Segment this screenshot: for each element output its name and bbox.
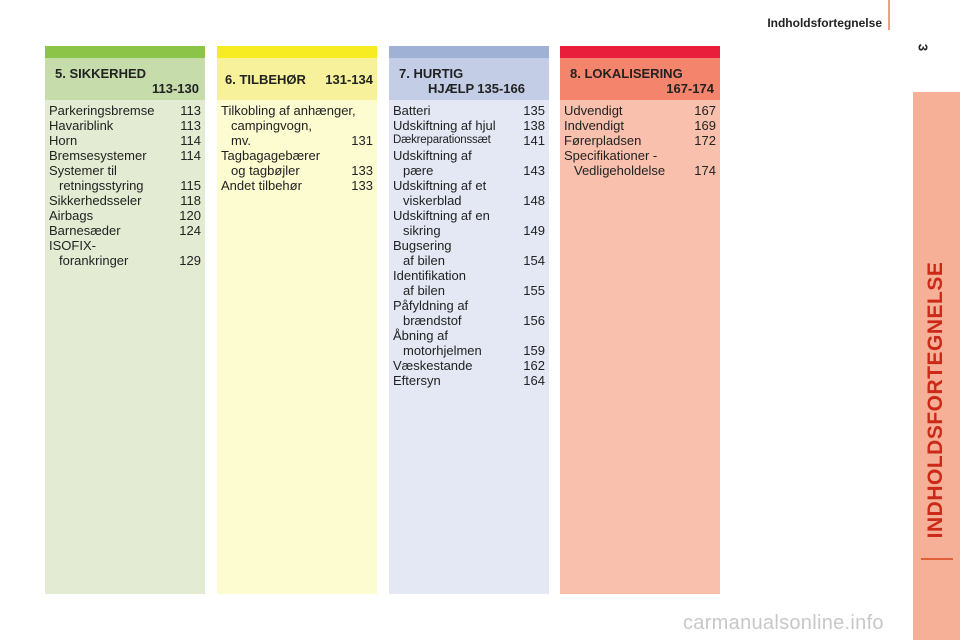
entry-text: Bremsesystemer: [49, 148, 147, 163]
entry-page: 113: [180, 118, 201, 133]
entry-page: 124: [179, 223, 201, 238]
entry-page: 141: [523, 133, 545, 148]
entry-text-continuation: motorhjelmen: [403, 343, 482, 358]
entry-page: 114: [180, 148, 201, 163]
toc-entry[interactable]: [393, 133, 549, 148]
toc-entry-continuation[interactable]: [393, 313, 549, 328]
entry-text-continuation: Vedligeholdelse: [574, 163, 666, 178]
section-header[interactable]: [389, 58, 549, 100]
entry-text: Horn: [49, 133, 78, 148]
toc-entry[interactable]: [393, 298, 549, 313]
entry-text: Batteri: [393, 103, 431, 118]
section-color-bar: [560, 46, 720, 58]
toc-entry-continuation[interactable]: [393, 253, 549, 268]
section-page-range: 113-130: [152, 81, 199, 96]
entry-page: 118: [180, 193, 201, 208]
entry-text: Udskiftning af et: [393, 178, 487, 193]
toc-entry-continuation[interactable]: [221, 163, 377, 178]
section-column-accessories: [217, 46, 377, 594]
section-header[interactable]: [45, 58, 205, 100]
entry-page: 156: [523, 313, 545, 328]
entry-page: 159: [523, 343, 545, 358]
section-title-line2: HJÆLP: [428, 81, 475, 96]
toc-entry[interactable]: [221, 178, 377, 193]
toc-entry[interactable]: [564, 103, 720, 118]
section-title: 6. TILBEHØR: [225, 72, 306, 87]
toc-entry[interactable]: [49, 163, 205, 178]
entry-text-continuation: af bilen: [403, 283, 445, 298]
toc-entry-continuation[interactable]: [393, 343, 549, 358]
toc-entry[interactable]: [49, 133, 205, 148]
toc-entry[interactable]: [49, 223, 205, 238]
entry-text: Tilkobling af anhænger,: [221, 103, 356, 118]
section-header[interactable]: [217, 58, 377, 100]
toc-entry-continuation[interactable]: [221, 133, 377, 148]
toc-entry[interactable]: [221, 103, 377, 118]
section-column-location: [560, 46, 720, 594]
section-entries: [217, 100, 377, 193]
section-entries: [389, 100, 549, 388]
entry-text: Åbning af: [393, 328, 448, 343]
entry-text: Identifikation: [393, 268, 466, 283]
entry-text: Indvendigt: [564, 118, 624, 133]
section-column-quick-help: [389, 46, 549, 594]
entry-text-continuation: campingvogn,: [231, 118, 312, 133]
toc-entry[interactable]: [393, 373, 549, 388]
toc-entry[interactable]: [393, 148, 549, 163]
entry-page: 174: [694, 163, 716, 178]
entry-page: 149: [523, 223, 545, 238]
section-header[interactable]: [560, 58, 720, 100]
page-header-title: Indholdsfortegnelse: [767, 16, 882, 30]
toc-entry[interactable]: [393, 268, 549, 283]
toc-entry-continuation[interactable]: [564, 163, 720, 178]
toc-entry[interactable]: [393, 208, 549, 223]
side-tab-divider: [921, 558, 953, 560]
entry-text: Førerpladsen: [564, 133, 642, 148]
entry-page: 133: [351, 163, 373, 178]
toc-entry-continuation[interactable]: [393, 193, 549, 208]
entry-page: 138: [523, 118, 545, 133]
entry-text: Udskiftning af: [393, 148, 472, 163]
entry-page: 115: [180, 178, 201, 193]
toc-entry[interactable]: [564, 148, 720, 163]
entry-page: 167: [694, 103, 716, 118]
toc-entry[interactable]: [49, 238, 205, 253]
entry-text: Parkeringsbremse: [49, 103, 155, 118]
entry-text: Sikkerhedsseler: [49, 193, 142, 208]
header-divider: [888, 0, 890, 30]
toc-entry[interactable]: [49, 208, 205, 223]
entry-page: 129: [179, 253, 201, 268]
entry-text: Udskiftning af en: [393, 208, 490, 223]
toc-entry-continuation[interactable]: [393, 163, 549, 178]
entry-page: 120: [179, 208, 201, 223]
entry-page: 172: [694, 133, 716, 148]
section-color-bar: [45, 46, 205, 58]
entry-text: Airbags: [49, 208, 94, 223]
toc-entry-continuation[interactable]: [393, 283, 549, 298]
entry-text-continuation: retningsstyring: [59, 178, 144, 193]
entry-text: Påfyldning af: [393, 298, 469, 313]
toc-entry-continuation[interactable]: [393, 223, 549, 238]
section-page-range: 131-134: [325, 72, 373, 87]
entry-text: Eftersyn: [393, 373, 441, 388]
entry-page: 131: [351, 133, 373, 148]
toc-entry[interactable]: [393, 118, 549, 133]
entry-text: Andet tilbehør: [221, 178, 302, 193]
section-title: 5. SIKKERHED: [55, 66, 147, 81]
entry-page: 133: [351, 178, 373, 193]
entry-page: 114: [180, 133, 201, 148]
entry-text-continuation: pære: [403, 163, 434, 178]
toc-entry[interactable]: [49, 148, 205, 163]
page-number: 3: [915, 43, 931, 52]
toc-entry-continuation[interactable]: [49, 178, 205, 193]
toc-entry[interactable]: [393, 328, 549, 343]
entry-page: 143: [523, 163, 545, 178]
side-tab-label: INDHOLDSFORTEGNELSE: [924, 261, 947, 539]
section-entries: [560, 100, 720, 178]
entry-text-continuation: og tagbøjler: [231, 163, 300, 178]
toc-entry-continuation[interactable]: [49, 253, 205, 268]
entry-text: Tagbagagebærer: [221, 148, 321, 163]
toc-entry[interactable]: [393, 238, 549, 253]
toc-entry[interactable]: [564, 133, 720, 148]
entry-page: 135: [523, 103, 545, 118]
toc-entry[interactable]: [49, 103, 205, 118]
entry-text: ISOFIX-: [49, 238, 96, 253]
toc-entry-continuation[interactable]: [221, 118, 377, 133]
section-title: 8. LOKALISERING: [570, 66, 683, 81]
toc-entry[interactable]: [221, 148, 377, 163]
entry-page: 169: [694, 118, 716, 133]
entry-text: Havariblink: [49, 118, 114, 133]
entry-text-continuation: brændstof: [403, 313, 462, 328]
entry-page: 113: [180, 103, 201, 118]
section-page-range: 167-174: [666, 81, 714, 96]
toc-entry[interactable]: [564, 118, 720, 133]
entry-text: Udvendigt: [564, 103, 623, 118]
toc-entry[interactable]: [393, 178, 549, 193]
section-entries: [45, 100, 205, 268]
entry-text-continuation: af bilen: [403, 253, 445, 268]
entry-page: 164: [523, 373, 545, 388]
entry-page: 155: [523, 283, 545, 298]
entry-page: 162: [523, 358, 545, 373]
section-color-bar: [217, 46, 377, 58]
entry-text: Systemer til: [49, 163, 117, 178]
toc-entry[interactable]: [49, 193, 205, 208]
entry-text: Væskestande: [393, 358, 473, 373]
watermark: carmanualsonline.info: [683, 612, 884, 634]
section-column-safety: [45, 46, 205, 594]
entry-text-continuation: mv.: [231, 133, 251, 148]
entry-text: Udskiftning af hjul: [393, 118, 496, 133]
section-color-bar: [389, 46, 549, 58]
section-page-range: 135-166: [477, 81, 525, 96]
entry-text-continuation: sikring: [403, 223, 441, 238]
entry-text-continuation: forankringer: [59, 253, 129, 268]
section-title: 7. HURTIG: [399, 66, 464, 81]
entry-text-continuation: viskerblad: [403, 193, 462, 208]
entry-page: 154: [523, 253, 545, 268]
entry-text: Specifikationer -: [564, 148, 658, 163]
entry-text: Dækreparationssæt: [393, 134, 491, 146]
entry-text: Barnesæder: [49, 223, 121, 238]
toc-entry[interactable]: [393, 358, 549, 373]
toc-entry[interactable]: [393, 103, 549, 118]
toc-entry[interactable]: [49, 118, 205, 133]
entry-page: 148: [523, 193, 545, 208]
entry-text: Bugsering: [393, 238, 452, 253]
